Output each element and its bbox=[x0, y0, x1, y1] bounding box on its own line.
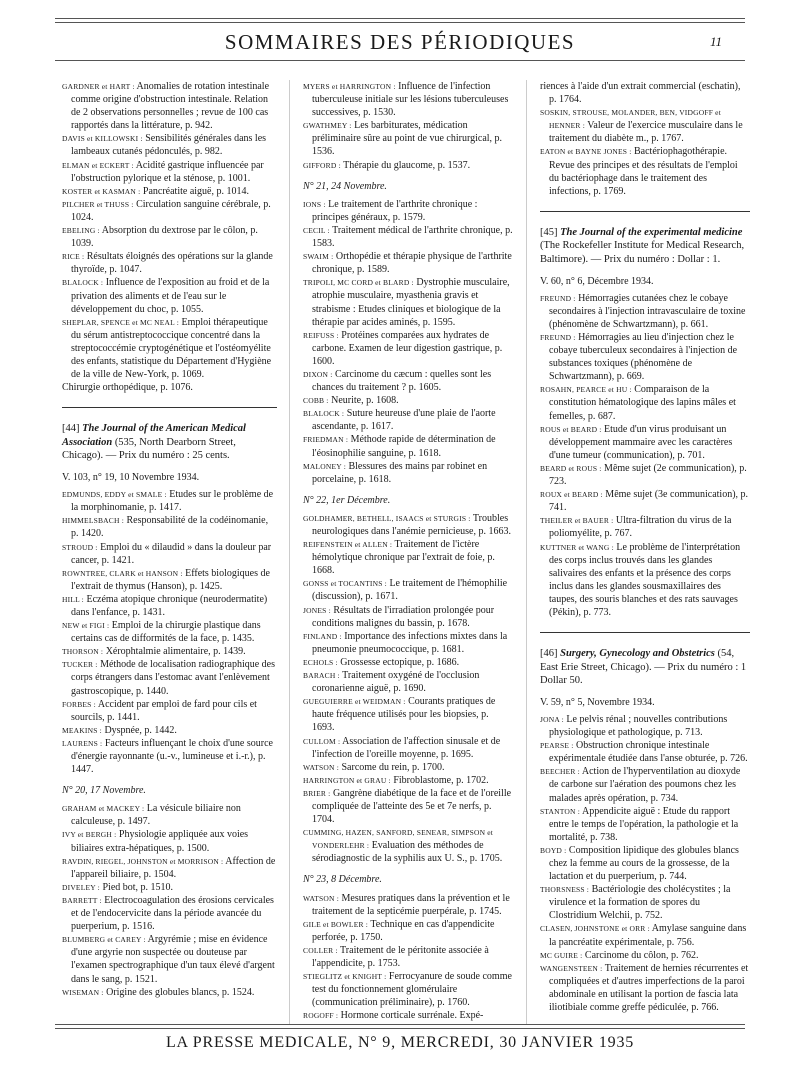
article-authors: DAVIS et KILLOWSKI : bbox=[62, 134, 143, 144]
article-title: Electrocoagulation des érosions cervicales et de l'endocervicite dans la période avancée du puerperium, p. 1516. bbox=[71, 894, 274, 933]
article-entry bbox=[303, 276, 513, 328]
article-entry bbox=[303, 761, 513, 774]
issue-heading: N° 20, 17 Novembre. bbox=[62, 785, 146, 797]
article-authors: WANGENSTEEN : bbox=[540, 963, 603, 973]
article-title: Carcinome du côlon, p. 762. bbox=[582, 949, 699, 961]
journal-info: (The Rockefeller Institute for Medical Research, Baltimore). — Prix du numéro : Dollar : 1. bbox=[540, 240, 745, 266]
article-title: Chirurgie orthopédique, p. 1076. bbox=[62, 382, 193, 394]
article-authors: CECIL : bbox=[303, 225, 330, 235]
article-authors: GRAHAM et MACKEY : bbox=[62, 804, 145, 814]
entry-list bbox=[540, 292, 750, 619]
article-entry bbox=[540, 462, 750, 488]
article-entry bbox=[62, 381, 277, 394]
article-authors: TUCKER : bbox=[62, 660, 98, 670]
article-entry bbox=[540, 488, 750, 514]
article-title: Le problème de l'interprétation des corps inclus trouvés dans les glandes salivaires des enfants et la présence des corps inclus dans les glandes sousmaxillaires des taupes, des souris blanches et des rats sauvages (Pékin), p. 773. bbox=[549, 541, 741, 618]
article-entry bbox=[303, 198, 513, 224]
article-authors: MC GUIRE : bbox=[540, 950, 583, 960]
article-entry bbox=[62, 855, 277, 881]
article-authors: THORSNESS : bbox=[540, 885, 590, 895]
entry-list bbox=[62, 80, 277, 394]
journal-number: [45] bbox=[540, 226, 558, 238]
article-authors: GILE et BOWLER : bbox=[303, 919, 369, 929]
article-entry bbox=[540, 383, 750, 422]
article-title: riences à l'aide d'un extrait commercial (eschatin), p. 1764. bbox=[540, 81, 741, 106]
article-entry bbox=[303, 669, 513, 695]
article-authors: CLASEN, JOHNSTONE et ORR : bbox=[540, 924, 650, 934]
article-title: Facteurs influençant le choix d'une source d'énergie rayonnante (u.-v., lumineuse et i.-r.), p. 1447. bbox=[71, 737, 273, 776]
article-authors: ROWNTREE, CLARK et HANSON : bbox=[62, 568, 183, 578]
article-entry bbox=[303, 944, 513, 970]
article-title: Gangrène diabétique de la face et de l'oreille compliquée de l'atteinte des 5e et 7e nerfs, p. 1704. bbox=[312, 787, 512, 826]
article-title: Argyrémie ; mise en évidence d'une argyrie non suspectée ou douteuse par l'examen spectrographique d'un taux élevé d'argent dans le sang, p. 1521. bbox=[71, 934, 275, 985]
article-authors: STANTON : bbox=[540, 806, 581, 816]
article-entry bbox=[62, 185, 277, 198]
article-authors: KUTTNER et WANG : bbox=[540, 542, 614, 552]
article-title: Les barbiturates, médication préliminaire sûre au point de vue chirurgical, p. 1536. bbox=[312, 120, 503, 158]
journal-heading bbox=[62, 422, 277, 463]
volume-heading: V. 60, n° 6, Décembre 1934. bbox=[540, 275, 654, 287]
article-entry bbox=[540, 80, 750, 106]
article-authors: RICE : bbox=[62, 252, 85, 262]
article-title: Suture heureuse d'une plaie de l'aorte ascendante, p. 1617. bbox=[312, 408, 496, 433]
section-rule bbox=[540, 632, 750, 633]
article-title: Bactériologie des cholécystites ; la virulence et la formation de spores du Clostridium Welchii, p. 752. bbox=[549, 884, 731, 922]
article-authors: BARACH : bbox=[303, 671, 340, 681]
article-entry bbox=[540, 805, 750, 844]
article-authors: ROGOFF : bbox=[303, 1011, 339, 1021]
article-entry bbox=[62, 224, 277, 250]
article-authors: HARRINGTON et GRAU : bbox=[303, 775, 391, 785]
article-entry bbox=[303, 394, 513, 407]
page-number: 11 bbox=[709, 34, 722, 49]
article-title: Traitement de hernies récurrentes et compliquées et d'autres imperfections de la paroi abdominale en utilisant la portion de fascia lata iliotibiale comme greffe pédiculée, p. 766. bbox=[549, 962, 749, 1013]
article-entry bbox=[303, 538, 513, 577]
article-authors: EBELING : bbox=[62, 226, 100, 236]
article-authors: THEILER et BAUER : bbox=[540, 516, 614, 526]
article-title: Méthode rapide de détermination de l'éosinophilie sanguine, p. 1618. bbox=[312, 434, 496, 459]
article-title: Pied bot, p. 1510. bbox=[99, 881, 174, 893]
article-authors: JONA : bbox=[540, 714, 564, 724]
article-title: Dyspnée, p. 1442. bbox=[101, 724, 177, 736]
column-divider bbox=[526, 80, 527, 1025]
article-entry bbox=[540, 739, 750, 765]
article-entry bbox=[303, 433, 513, 459]
article-title: Effets biologiques de l'extrait de thymus (Hanson), p. 1425. bbox=[71, 567, 270, 592]
article-title: Eczéma atopique chronique (neurodermatite) dans l'enfance, p. 1431. bbox=[71, 593, 268, 618]
article-authors: BARRETT : bbox=[62, 895, 102, 905]
article-authors: DIVELEY : bbox=[62, 882, 100, 892]
article-title: Acidité gastrique influencée par l'obstruction pylorique et la sténose, p. 1001. bbox=[71, 159, 264, 184]
article-title: Xérophtalmie alimentaire, p. 1439. bbox=[103, 646, 246, 658]
article-title: Grossesse ectopique, p. 1686. bbox=[337, 656, 460, 668]
article-entry bbox=[303, 604, 513, 630]
entry-list bbox=[303, 512, 513, 866]
article-authors: PEARSE : bbox=[540, 741, 574, 751]
article-entry bbox=[303, 368, 513, 394]
section-rule bbox=[62, 407, 277, 408]
article-title: Bactériophagothérapie. Revue des principes et des résultats de l'emploi du bactériophage dans le traitement des infections, p. 1769. bbox=[549, 146, 738, 197]
entry-list bbox=[540, 713, 750, 1014]
column-3 bbox=[540, 80, 750, 1014]
article-title: Ferrocyanure de soude comme test du fonctionnement glomérulaire (communication préliminaire), p. 1760. bbox=[312, 971, 512, 1009]
article-authors: PILCHER et THUSS : bbox=[62, 199, 134, 209]
article-authors: BEECHER : bbox=[540, 767, 580, 777]
article-authors: EDMUNDS, EDDY et SMALE : bbox=[62, 490, 167, 500]
article-authors: BLALOCK : bbox=[303, 409, 345, 419]
footer-text: LA PRESSE MEDICALE, N° 9, MERCREDI, 30 JANVIER 1935 bbox=[165, 1034, 635, 1051]
article-entry bbox=[303, 826, 513, 865]
article-authors: BRIER : bbox=[303, 788, 331, 798]
article-authors: BOYD : bbox=[540, 845, 567, 855]
article-authors: EATON et BAYNE JONES : bbox=[540, 147, 632, 157]
article-title: Ultra-filtration du virus de la poliomyélite, p. 767. bbox=[549, 515, 732, 540]
article-title: Accident par emploi de fard pour cils et sourcils, p. 1441. bbox=[71, 698, 257, 723]
article-title: Dystrophie musculaire, atrophie musculaire, myasthenia gravis et strabisme : Etudes cliniques et biologique de la thérapie par acides aminés, p. 1595. bbox=[312, 277, 510, 328]
article-entry bbox=[62, 541, 277, 567]
article-authors: TRIPOLI, MC CORD et BLARD : bbox=[303, 278, 414, 288]
footer-rule bbox=[55, 1024, 745, 1025]
entry-list bbox=[62, 802, 277, 998]
article-title: Blessures des mains par robinet en porcelaine, p. 1618. bbox=[312, 460, 488, 485]
article-entry bbox=[62, 276, 277, 315]
journal-title: The Journal of the experimental medicine bbox=[560, 226, 743, 238]
article-title: Pancréatite aiguë, p. 1014. bbox=[140, 185, 249, 197]
article-entry bbox=[540, 514, 750, 540]
article-authors: COBB : bbox=[303, 396, 329, 406]
column-divider bbox=[289, 80, 290, 1025]
article-entry bbox=[62, 593, 277, 619]
article-authors: GIFFORD : bbox=[303, 160, 341, 170]
article-authors: DIXON : bbox=[303, 369, 333, 379]
article-authors: HILL : bbox=[62, 594, 84, 604]
article-entry bbox=[540, 292, 750, 331]
article-authors: COLLER : bbox=[303, 945, 338, 955]
article-authors: SWAIM : bbox=[303, 252, 334, 262]
entry-list bbox=[303, 892, 513, 1023]
journal-heading bbox=[540, 226, 750, 267]
article-entry bbox=[540, 949, 750, 962]
article-authors: RAVDIN, RIEGEL, JOHNSTON et MORRISON : bbox=[62, 856, 224, 866]
article-entry bbox=[62, 198, 277, 224]
article-title: Traitement oxygéné de l'occlusion coronarienne aiguë, p. 1690. bbox=[312, 670, 480, 695]
article-title: Composition lipidique des globules blancs chez la femme au cours de la grossesse, de la lactation et du puerperium, p. 744. bbox=[549, 844, 739, 883]
article-authors: FRIEDMAN : bbox=[303, 435, 349, 445]
issue-heading: N° 21, 24 Novembre. bbox=[303, 180, 387, 192]
article-entry bbox=[540, 765, 750, 804]
article-title: Le traitement de l'hémophilie (discussion), p. 1671. bbox=[312, 578, 508, 603]
article-authors: WATSON : bbox=[303, 893, 339, 903]
article-authors: FREUND : bbox=[540, 293, 576, 303]
article-title: Importance des infections mixtes dans la pneumonie pneumococcique, p. 1681. bbox=[312, 630, 508, 655]
article-entry bbox=[62, 567, 277, 593]
top-rule bbox=[55, 18, 745, 19]
article-entry bbox=[62, 658, 277, 697]
article-entry bbox=[62, 619, 277, 645]
article-title: Appendicite aiguë : Etude du rapport entre le temps de l'opération, la pathologie et la mortalité, p. 738. bbox=[549, 805, 739, 843]
top-rule-2 bbox=[55, 22, 745, 23]
article-title: Carcinome du cæcum : quelles sont les chances du traitement ? p. 1605. bbox=[312, 368, 492, 394]
article-title: Traitement de le péritonite associée à l'appendicite, p. 1753. bbox=[312, 944, 489, 969]
journal-title: The Journal of the American Medical Association bbox=[62, 423, 246, 448]
article-authors: ROSAHN, PEARCE et HU : bbox=[540, 385, 632, 395]
article-entry bbox=[62, 698, 277, 724]
article-title: Action de l'hyperventilation au dioxyde de carbone sur l'aération des poumons chez les malades après opération, p. 734. bbox=[549, 766, 741, 804]
article-title: Résultats éloignés des opérations sur la glande thyroïde, p. 1047. bbox=[71, 251, 273, 276]
article-entry bbox=[62, 159, 277, 185]
article-authors: LAURENS : bbox=[62, 738, 103, 748]
article-title: Fibroblastome, p. 1702. bbox=[390, 774, 489, 786]
article-authors: GUEGUIERRE et WEIDMAN : bbox=[303, 697, 406, 707]
article-authors: ROUS et BEARD : bbox=[540, 424, 602, 434]
article-authors: MALONEY : bbox=[303, 461, 346, 471]
article-title: Thérapie du glaucome, p. 1537. bbox=[340, 159, 471, 171]
article-entry bbox=[303, 1009, 513, 1022]
article-title: Etude d'un virus produisant un développement mammaire avec les caractères d'une tumeur (communication), p. 701. bbox=[549, 423, 733, 461]
article-title: Amylase sanguine dans la pancréatite expérimentale, p. 756. bbox=[549, 923, 747, 948]
article-entry bbox=[540, 145, 750, 197]
article-entry bbox=[303, 224, 513, 250]
article-title: Anomalies de rotation intestinale comme origine d'obstruction intestinale. Relation de 2 observations personnelles ; revue de 100 cas rapportés dans la littérature, p. 942. bbox=[71, 81, 270, 132]
article-entry bbox=[303, 695, 513, 734]
issue-heading: N° 23, 8 Décembre. bbox=[303, 874, 382, 886]
article-title: Responsabilité de la codéinomanie, p. 1420. bbox=[71, 515, 269, 540]
article-entry bbox=[303, 159, 513, 172]
article-title: Traitement médical de l'arthrite chronique, p. 1583. bbox=[312, 224, 513, 250]
article-authors: GWATHMEY : bbox=[303, 121, 352, 131]
article-authors: STIEGLITZ et KNIGHT : bbox=[303, 972, 387, 982]
article-title: Méthode de localisation radiographique des corps étrangers dans l'estomac avant l'enlèvement gastroscopique, p. 1440. bbox=[71, 659, 276, 697]
article-entry bbox=[62, 986, 277, 999]
article-authors: BLALOCK : bbox=[62, 278, 104, 288]
article-title: Circulation sanguine cérébrale, p. 1024. bbox=[71, 198, 271, 223]
footer-rule-2 bbox=[55, 1028, 745, 1029]
article-entry bbox=[540, 423, 750, 462]
article-entry bbox=[303, 80, 513, 119]
article-title: Neurite, p. 1608. bbox=[328, 395, 399, 407]
article-authors: IONS : bbox=[303, 199, 326, 209]
journal-number: [44] bbox=[62, 423, 80, 435]
article-entry bbox=[540, 922, 750, 948]
article-authors: CULLOM : bbox=[303, 736, 341, 746]
article-entry bbox=[62, 80, 277, 132]
article-title: Influence de l'infection tuberculeuse initiale sur les lésions tuberculeuses successives, p. 1530. bbox=[312, 81, 509, 119]
article-authors: SHEPLAR, SPENCE et MC NEAL : bbox=[62, 317, 179, 327]
article-entry bbox=[62, 933, 277, 985]
article-authors: WATSON : bbox=[303, 762, 339, 772]
article-title: Emploi de la chirurgie plastique dans certains cas de difformités de la face, p. 1435. bbox=[71, 620, 261, 645]
article-authors: ROUX et BEARD : bbox=[540, 490, 603, 500]
article-authors: JONES : bbox=[303, 605, 331, 615]
entry-list bbox=[540, 80, 750, 198]
article-entry bbox=[62, 132, 277, 158]
article-entry bbox=[62, 802, 277, 828]
article-title: Sensibilités générales dans les lambeaux cutanés pédonculés, p. 982. bbox=[71, 133, 267, 158]
journal-heading bbox=[540, 647, 750, 688]
article-entry bbox=[62, 881, 277, 894]
article-title: Emploi thérapeutique du sérum antistreptococcique concentré dans la streptococcémie cryptogénétique et l'ostéomyélite des enfants, statistique du Département d'Hygiène de la ville de New-York, p. 1069. bbox=[71, 316, 272, 381]
section-rule bbox=[540, 211, 750, 212]
article-title: Origine des globules blancs, p. 1524. bbox=[103, 986, 255, 998]
article-title: Protéines comparées aux hydrates de carbone. Examen de leur digestion gastrique, p. 1600. bbox=[312, 329, 503, 367]
article-authors: MEAKINS : bbox=[62, 725, 102, 735]
article-title: Absorption du dextrose par le côlon, p. 1039. bbox=[71, 225, 258, 250]
article-entry bbox=[303, 577, 513, 603]
journal-number: [46] bbox=[540, 648, 558, 660]
article-title: Le pelvis rénal ; nouvelles contributions physiologique et pathologique, p. 713. bbox=[549, 713, 728, 739]
article-title: Evaluation des méthodes de sérodiagnostic de la syphilis aux U. S., p. 1705. bbox=[312, 840, 503, 865]
article-entry bbox=[303, 630, 513, 656]
article-entry bbox=[62, 514, 277, 540]
article-authors: SOSKIN, STROUSE, MOLANDER, BEN, VIDGOFF et HENNER : bbox=[540, 108, 721, 131]
article-authors: IVY et BERGH : bbox=[62, 830, 117, 840]
article-entry bbox=[62, 737, 277, 776]
article-entry bbox=[62, 316, 277, 381]
article-entry bbox=[62, 250, 277, 276]
article-title: Influence de l'exposition au froid et de la privation des aliments et de l'eau sur le développement du choc, p. 1055. bbox=[71, 277, 270, 315]
article-title: Hémorragies au lieu d'injection chez le cobaye tuberculeux secondaires à l'injection de substances toxiques (phénomène de Schwartzmann), p. 669. bbox=[549, 332, 738, 383]
article-entry bbox=[303, 329, 513, 368]
article-title: La vésicule biliaire non calculeuse, p. 1497. bbox=[71, 803, 241, 828]
article-entry bbox=[540, 962, 750, 1014]
article-title: Hormone corticale surrénale. Expé- bbox=[338, 1010, 484, 1022]
header-rule bbox=[55, 60, 745, 61]
article-entry bbox=[540, 331, 750, 383]
entry-list bbox=[303, 80, 513, 172]
article-title: Etudes sur le problème de la morphinomanie, p. 1417. bbox=[71, 489, 274, 514]
article-authors: ECHOLS : bbox=[303, 657, 338, 667]
article-title: Emploi du « dilaudid » dans la douleur par cancer, p. 1421. bbox=[71, 541, 272, 566]
entry-list bbox=[62, 488, 277, 776]
entry-list bbox=[303, 198, 513, 486]
article-authors: FREUND : bbox=[540, 333, 576, 342]
article-entry bbox=[62, 724, 277, 737]
article-title: Courants pratiques de haute fréquence utilisés pour les biopsies, p. 1693. bbox=[312, 696, 496, 734]
article-entry bbox=[303, 918, 513, 944]
article-title: Même sujet (3e communication), p. 741. bbox=[549, 489, 749, 514]
article-title: Comparaison de la constitution hématologique des lapins mâles et femelles, p. 687. bbox=[549, 384, 736, 422]
article-title: Technique en cas d'appendicite perforée, p. 1750. bbox=[312, 918, 495, 943]
article-title: Physiologie appliquée aux voies biliaires extra-hépatiques, p. 1500. bbox=[71, 829, 249, 854]
article-title: Affection de l'appareil biliaire, p. 1504. bbox=[71, 855, 276, 880]
article-authors: REIFENSTEIN et ALLEN : bbox=[303, 540, 393, 550]
article-entry bbox=[303, 787, 513, 826]
article-entry bbox=[62, 894, 277, 933]
article-title: Troubles neurologiques dans l'anémie pernicieuse, p. 1663. bbox=[312, 512, 511, 537]
article-entry bbox=[303, 460, 513, 486]
article-authors: WISEMAN : bbox=[62, 987, 104, 997]
article-authors: GOLDHAMER, BETHELL, ISAACS et STURGIS : bbox=[303, 513, 471, 523]
article-authors: NEW et FIGI : bbox=[62, 621, 110, 631]
article-authors: BLUMBERG et CAREY : bbox=[62, 935, 146, 945]
article-entry bbox=[303, 656, 513, 669]
article-entry bbox=[540, 106, 750, 145]
article-entry bbox=[303, 735, 513, 761]
journal-info: (54, East Erie Street, Chicago). — Prix du numéro : 1 Dollar 50. bbox=[540, 648, 747, 687]
article-entry bbox=[303, 892, 513, 918]
article-authors: STROUD : bbox=[62, 542, 98, 552]
article-authors: HIMMELSBACH : bbox=[62, 516, 124, 526]
article-title: Valeur de l'exercice musculaire dans le traitement du diabète m., p. 1767. bbox=[549, 120, 743, 145]
article-authors: FINLAND : bbox=[303, 631, 342, 641]
column-2 bbox=[303, 80, 513, 1022]
article-authors: GONSS et TOCANTINS : bbox=[303, 579, 387, 589]
volume-heading: V. 103, n° 19, 10 Novembre 1934. bbox=[62, 472, 200, 484]
page-title: SOMMAIRES DES PÉRIODIQUES bbox=[224, 30, 576, 54]
article-authors: GARDNER et HART : bbox=[62, 82, 135, 91]
article-authors: CUMMING, HAZEN, SANFORD, SENEAR, SIMPSON et VONDERLEHR : bbox=[303, 828, 494, 851]
article-authors: BEARD et ROUS : bbox=[540, 463, 602, 473]
article-title: Le traitement de l'arthrite chronique : principes généraux, p. 1579. bbox=[312, 198, 478, 223]
issue-heading: N° 22, 1er Décembre. bbox=[303, 494, 391, 506]
article-entry bbox=[303, 970, 513, 1009]
article-title: Association de l'affection sinusale et de l'infection de l'oreille moyenne, p. 1695. bbox=[312, 735, 501, 760]
article-entry bbox=[303, 774, 513, 787]
article-title: Mesures pratiques dans la prévention et le traitement de la septicémie puerpérale, p. 1745. bbox=[312, 892, 510, 917]
article-authors: REIFUSS : bbox=[303, 330, 339, 340]
article-title: Hémorragies cutanées chez le cobaye secondaires à l'injection intravasculaire de toxine (phénomène de Schwartzmann), p. 661. bbox=[549, 292, 746, 330]
article-entry bbox=[62, 645, 277, 658]
article-entry bbox=[303, 407, 513, 433]
article-entry bbox=[540, 541, 750, 620]
journal-info: (535, North Dearborn Street, Chicago). — Prix du numéro : 25 cents. bbox=[62, 436, 236, 462]
article-entry bbox=[540, 883, 750, 922]
article-authors: FORBES : bbox=[62, 699, 96, 709]
article-authors: ELMAN et ECKERT : bbox=[62, 160, 134, 170]
article-title: Traitement de l'ictère hémolytique chronique par l'extrait de foie, p. 1668. bbox=[312, 539, 495, 577]
article-entry bbox=[62, 488, 277, 514]
journal-title: Surgery, Gynecology and Obstetrics bbox=[560, 648, 715, 660]
article-authors: KOSTER et KASMAN : bbox=[62, 186, 141, 196]
volume-heading: V. 59, n° 5, Novembre 1934. bbox=[540, 696, 655, 708]
article-title: Obstruction chronique intestinale expérimentale étudiée dans l'anse obturée, p. 726. bbox=[549, 740, 748, 765]
article-title: Orthopédie et thérapie physique de l'arthrite chronique, p. 1589. bbox=[312, 251, 512, 276]
column-1 bbox=[62, 80, 277, 999]
article-entry bbox=[540, 844, 750, 883]
article-entry bbox=[303, 512, 513, 538]
article-authors: MYERS et HARRINGTON : bbox=[303, 82, 396, 91]
article-title: Sarcome du rein, p. 1700. bbox=[338, 761, 445, 773]
article-entry bbox=[303, 119, 513, 158]
article-title: Résultats de l'irradiation prolongée pour conditions malignes du bassin, p. 1678. bbox=[312, 604, 495, 629]
article-entry bbox=[62, 828, 277, 854]
article-entry bbox=[303, 250, 513, 276]
article-entry bbox=[540, 713, 750, 739]
article-title: Même sujet (2e communication), p. 723. bbox=[549, 462, 747, 488]
article-authors: THORSON : bbox=[62, 647, 104, 657]
